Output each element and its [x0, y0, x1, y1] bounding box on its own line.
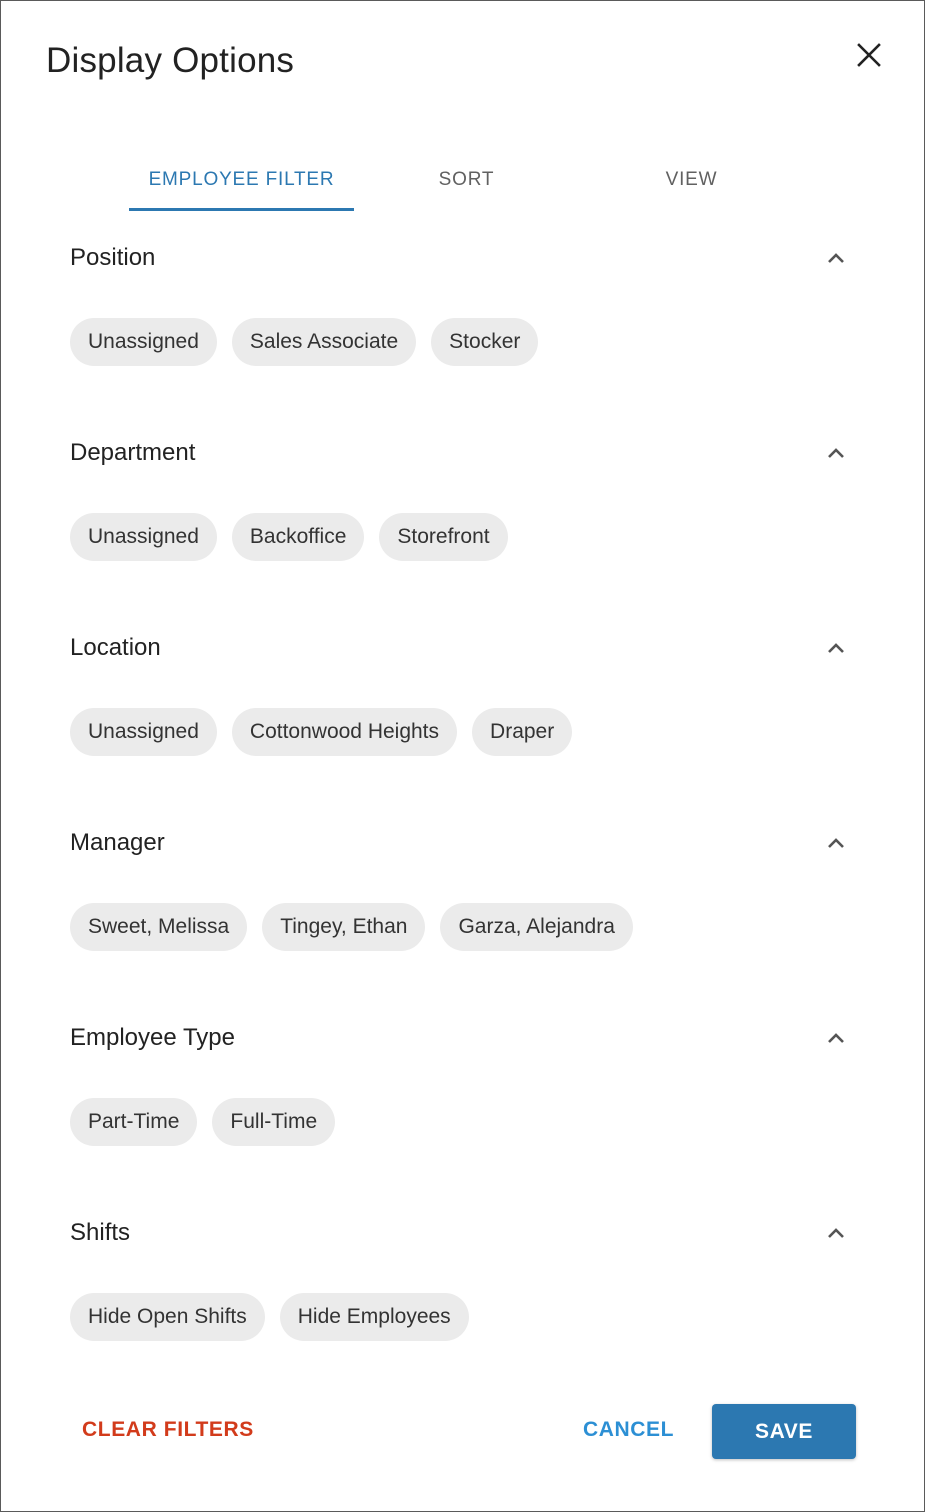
chip-cottonwood-heights[interactable]: Cottonwood Heights: [232, 708, 457, 756]
chevron-up-icon: [822, 634, 850, 662]
chip-stocker[interactable]: Stocker: [431, 318, 538, 366]
chip-sales-associate[interactable]: Sales Associate: [232, 318, 416, 366]
chip-sweet-melissa[interactable]: Sweet, Melissa: [70, 903, 247, 951]
tab-view[interactable]: VIEW: [665, 169, 718, 190]
section-employee-type: [70, 1011, 870, 1206]
chip-group-shifts: [70, 1293, 469, 1341]
section-department: [70, 426, 870, 621]
tab-bar: [129, 151, 804, 211]
chip-storefront[interactable]: Storefront: [379, 513, 507, 561]
section-header-employee-type[interactable]: [70, 1011, 860, 1065]
section-title: Position: [70, 244, 156, 271]
chip-group-position: [70, 318, 538, 366]
section-location: [70, 621, 870, 816]
close-button[interactable]: [847, 33, 891, 77]
chip-group-manager: [70, 903, 633, 951]
chevron-up-icon: [822, 1024, 850, 1052]
chip-hide-open-shifts[interactable]: Hide Open Shifts: [70, 1293, 265, 1341]
chevron-up-icon: [822, 829, 850, 857]
section-title: Department: [70, 439, 196, 466]
filter-sections: [70, 231, 870, 1401]
section-header-department[interactable]: [70, 426, 860, 480]
section-header-shifts[interactable]: [70, 1206, 860, 1260]
section-title: Manager: [70, 829, 165, 856]
chevron-up-icon: [822, 244, 850, 272]
section-manager: [70, 816, 870, 1011]
chip-unassigned[interactable]: Unassigned: [70, 708, 217, 756]
close-icon: [857, 43, 881, 67]
chip-group-location: [70, 708, 572, 756]
dialog-title: Display Options: [46, 41, 295, 80]
section-position: [70, 231, 870, 426]
section-title: Employee Type: [70, 1024, 235, 1051]
chip-unassigned[interactable]: Unassigned: [70, 318, 217, 366]
chip-part-time[interactable]: Part-Time: [70, 1098, 197, 1146]
chip-group-employee-type: [70, 1098, 335, 1146]
cancel-button[interactable]: CANCEL: [583, 1418, 675, 1441]
section-shifts: [70, 1206, 870, 1401]
chevron-up-icon: [822, 439, 850, 467]
chevron-up-icon: [822, 1219, 850, 1247]
chip-tingey-ethan[interactable]: Tingey, Ethan: [262, 903, 425, 951]
chip-draper[interactable]: Draper: [472, 708, 572, 756]
chip-hide-employees[interactable]: Hide Employees: [280, 1293, 469, 1341]
chip-garza-alejandra[interactable]: Garza, Alejandra: [440, 903, 632, 951]
dialog-footer: [1, 1401, 925, 1461]
chip-full-time[interactable]: Full-Time: [212, 1098, 335, 1146]
clear-filters-button[interactable]: CLEAR FILTERS: [82, 1418, 254, 1441]
section-header-manager[interactable]: [70, 816, 860, 870]
section-header-location[interactable]: [70, 621, 860, 675]
chip-backoffice[interactable]: Backoffice: [232, 513, 365, 561]
section-header-position[interactable]: [70, 231, 860, 285]
section-title: Shifts: [70, 1219, 131, 1246]
save-button[interactable]: SAVE: [712, 1404, 856, 1459]
chip-unassigned[interactable]: Unassigned: [70, 513, 217, 561]
tab-employee-filter[interactable]: EMPLOYEE FILTER: [129, 151, 354, 209]
section-title: Location: [70, 634, 161, 661]
tab-sort[interactable]: SORT: [438, 169, 495, 190]
chip-group-department: [70, 513, 508, 561]
